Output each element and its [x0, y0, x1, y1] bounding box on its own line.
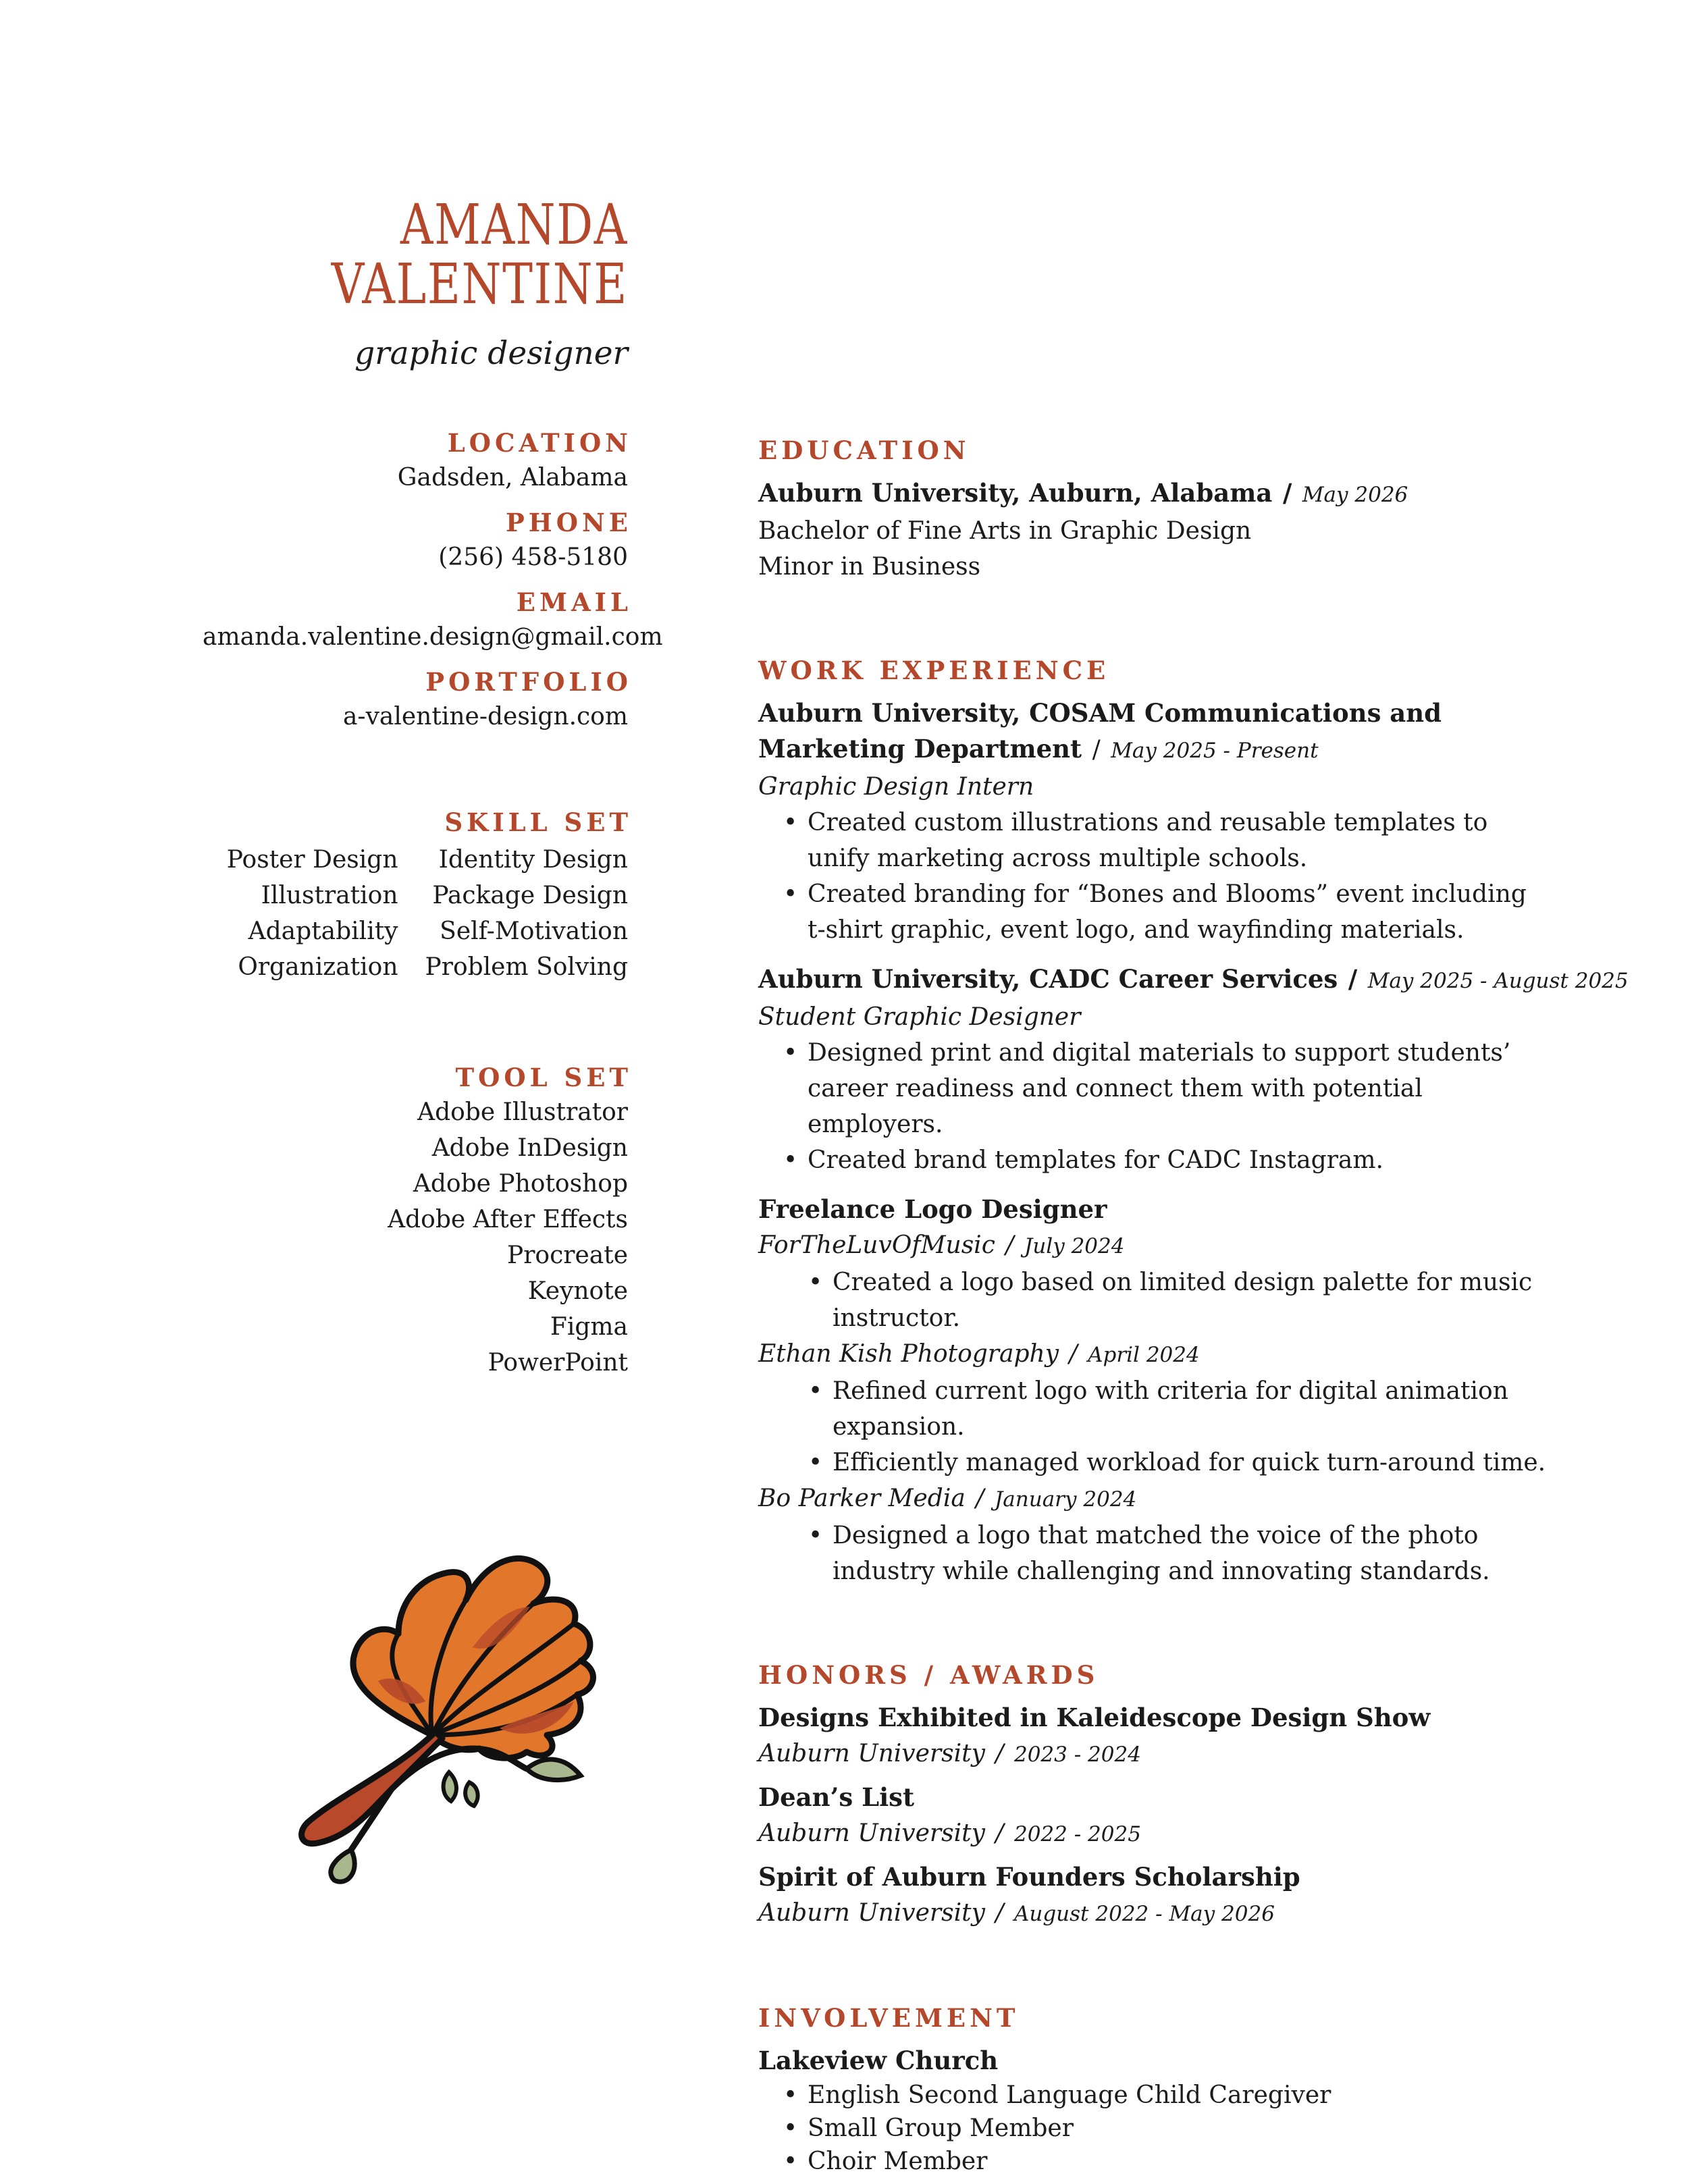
separator: / [1348, 964, 1358, 994]
separator: / [995, 1740, 1004, 1767]
sidebar [203, 193, 663, 1381]
job-bullets [758, 1035, 1609, 1178]
client-bullets [758, 1373, 1609, 1481]
skills-label: SKILL SET [444, 807, 632, 837]
ginkgo-leaf-illustration [297, 1546, 608, 1897]
separator: / [1092, 736, 1101, 764]
skill-item: Identity Design [438, 846, 628, 874]
client-name: Bo Parker Media [758, 1485, 966, 1512]
tool-item: Keynote [527, 1277, 628, 1305]
skill-item: Adaptability [248, 917, 398, 945]
job-org: Freelance Logo Designer [758, 1194, 1107, 1224]
honor-org: Auburn University [758, 1740, 985, 1767]
job-org-line [758, 731, 1609, 769]
education-school-line [758, 475, 1609, 513]
location-value: Gadsden, Alabama [397, 464, 628, 491]
separator: / [1005, 1231, 1014, 1259]
involvement-heading: INVOLVEMENT [758, 2003, 1020, 2033]
skills-section [203, 805, 632, 985]
job-org-line [758, 961, 1629, 999]
honor-org: Auburn University [758, 1819, 985, 1847]
list-item: • Refined current logo with criteria for digital animation expansion. [833, 1373, 1609, 1445]
job-date: May 2025 - Present [1111, 739, 1319, 763]
phone-value: (256) 458-5180 [438, 543, 628, 571]
work-heading: WORK EXPERIENCE [758, 656, 1110, 685]
leaf-fan-icon [353, 1558, 594, 1758]
list-item: • Small Group Member [808, 2112, 1609, 2145]
contact-section [203, 426, 663, 735]
job-title: graphic designer [354, 335, 628, 372]
sage-leaf-icon [331, 1850, 354, 1882]
separator: / [995, 1899, 1004, 1927]
sage-leaf-icon [527, 1759, 581, 1780]
tool-item: Adobe After Effects [388, 1206, 628, 1233]
job-entry [758, 961, 1629, 1178]
client-line [758, 1336, 1609, 1373]
honor-entry [758, 1700, 1609, 1773]
email-label: EMAIL [516, 587, 632, 617]
honor-title: Spirit of Auburn Founders Scholarship [758, 1862, 1300, 1892]
name-block [203, 193, 628, 317]
work-section [758, 652, 1629, 1589]
sage-leaf-icon [465, 1782, 477, 1806]
list-item: • Choir Member [808, 2145, 1609, 2178]
list-item: • Created brand templates for CADC Instagram. [808, 1142, 1609, 1178]
honor-entry [758, 1780, 1609, 1853]
client-date: January 2024 [994, 1487, 1137, 1512]
leaf-stem-icon [302, 1732, 442, 1844]
email-value: amanda.valentine.design@gmail.com [203, 623, 663, 651]
sage-leaf-icon [444, 1772, 456, 1801]
involvement-org: Lakeview Church [758, 2046, 999, 2075]
job-org-cont: Marketing Department [758, 734, 1082, 764]
tool-item: Adobe InDesign [431, 1134, 628, 1162]
separator: / [976, 1485, 984, 1512]
honor-meta [758, 1815, 1609, 1853]
client-date: April 2024 [1088, 1343, 1200, 1367]
honors-section [758, 1657, 1609, 1932]
tool-item: Adobe Photoshop [413, 1170, 628, 1198]
client-name: ForTheLuvOfMusic [758, 1231, 995, 1259]
honor-title: Designs Exhibited in Kaleidescope Design Show [758, 1703, 1431, 1732]
skills-grid [203, 842, 628, 985]
degree: Bachelor of Fine Arts in Graphic Design [758, 517, 1252, 545]
skill-item: Illustration [261, 882, 398, 909]
honor-title: Dean’s List [758, 1782, 915, 1812]
list-item: • Designed print and digital materials to support students’ career readiness and connect them with potential employers. [808, 1035, 1537, 1142]
location-label: LOCATION [447, 428, 632, 458]
separator: / [1282, 478, 1292, 508]
education-heading: EDUCATION [758, 435, 970, 465]
tools-label: TOOL SET [455, 1063, 632, 1092]
client-bullets [758, 1264, 1609, 1336]
job-title: Graphic Design Intern [758, 773, 1034, 801]
list-item: • English Second Language Child Caregiver [808, 2079, 1609, 2112]
job-title: Student Graphic Designer [758, 1003, 1081, 1031]
client-line [758, 1481, 1609, 1518]
phone-label: PHONE [505, 508, 632, 537]
client-bullets [758, 1518, 1609, 1589]
list-item: • Created branding for “Bones and Blooms” event including t-shirt graphic, event logo, and wayfinding materials. [808, 876, 1537, 948]
skill-item: Problem Solving [425, 953, 628, 981]
client-line [758, 1227, 1609, 1264]
school-name: Auburn University, Auburn, Alabama [758, 478, 1273, 508]
involvement-bullets [758, 2079, 1609, 2178]
education-section [758, 432, 1609, 585]
honor-date: 2022 - 2025 [1013, 1822, 1141, 1846]
honor-meta [758, 1736, 1609, 1773]
honor-date: 2023 - 2024 [1013, 1742, 1141, 1767]
honor-entry [758, 1859, 1609, 1932]
skill-item: Poster Design [226, 846, 398, 874]
last-name: VALENTINE [331, 252, 628, 317]
tool-item: PowerPoint [487, 1349, 628, 1377]
client-date: July 2024 [1024, 1234, 1125, 1258]
job-org: Auburn University, CADC Career Services [758, 964, 1338, 994]
portfolio-label: PORTFOLIO [425, 667, 632, 697]
minor: Minor in Business [758, 553, 981, 581]
first-name: AMANDA [400, 193, 628, 257]
job-entry [758, 695, 1609, 948]
education-date: May 2026 [1302, 483, 1408, 507]
tool-item: Procreate [506, 1242, 628, 1269]
job-entry [758, 1192, 1609, 1589]
honor-org: Auburn University [758, 1899, 985, 1927]
portfolio-value: a-valentine-design.com [342, 703, 628, 730]
skill-item: Package Design [432, 882, 628, 909]
tool-item: Adobe Illustrator [417, 1098, 628, 1126]
skill-item: Organization [238, 953, 398, 981]
list-item: • Efficiently managed workload for quick turn-around time. [833, 1445, 1609, 1481]
client-name: Ethan Kish Photography [758, 1340, 1059, 1368]
honors-heading: HONORS / AWARDS [758, 1660, 1099, 1690]
job-date: May 2025 - August 2025 [1367, 969, 1629, 993]
involvement-section [758, 2000, 1609, 2178]
list-item: • Created a logo based on limited design palette for music instructor. [833, 1264, 1609, 1336]
list-item: • Designed a logo that matched the voice of the photo industry while challenging and innovating standards. [833, 1518, 1562, 1589]
tool-item: Figma [550, 1313, 628, 1341]
honor-meta [758, 1895, 1609, 1932]
honor-date: August 2022 - May 2026 [1013, 1902, 1275, 1926]
separator: / [1069, 1340, 1078, 1368]
job-bullets [758, 805, 1609, 948]
job-org: Auburn University, COSAM Communications and [758, 698, 1442, 728]
main-content [758, 432, 1629, 2178]
skill-item: Self-Motivation [440, 917, 628, 945]
tools-section [203, 1061, 632, 1381]
separator: / [995, 1819, 1004, 1847]
list-item: • Created custom illustrations and reusable templates to unify marketing across multiple schools. [808, 805, 1537, 876]
